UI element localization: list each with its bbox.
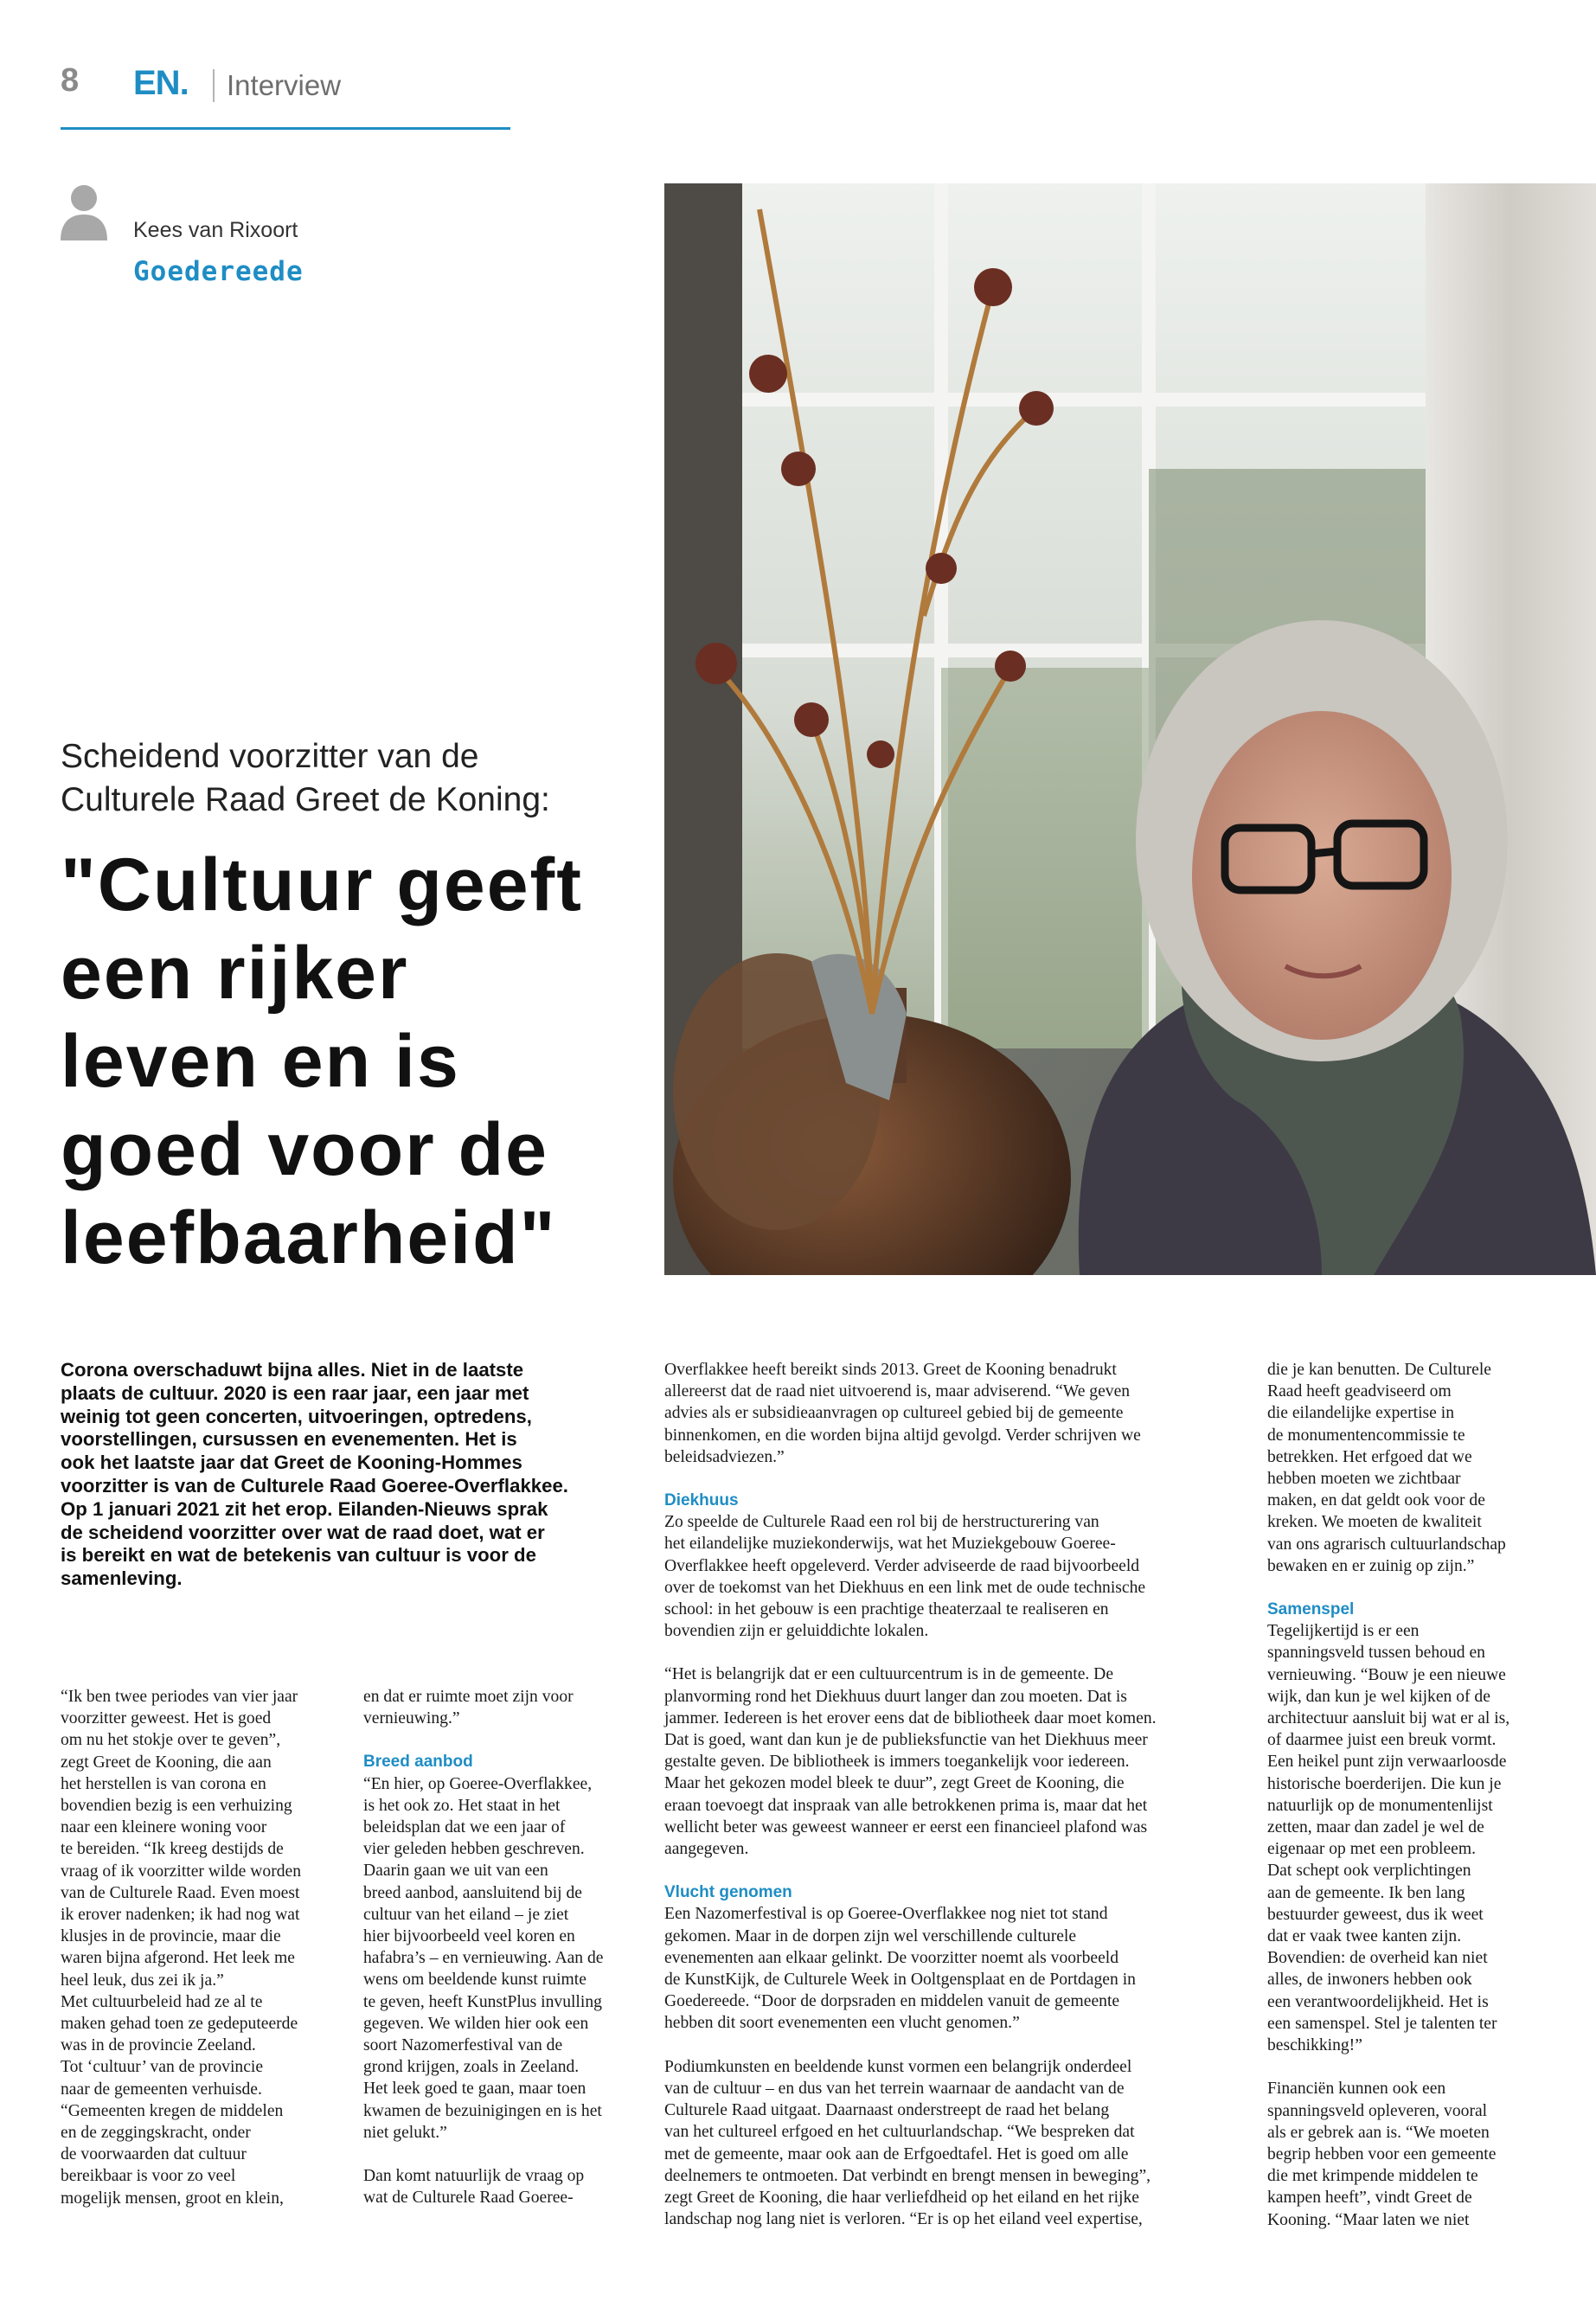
text-line: van de Culturele Raad. Even moest xyxy=(61,1883,300,1902)
text-line: bovendien zijn er geluiddichte lokalen. xyxy=(664,1622,929,1641)
text-line: Raad heeft geadviseerd om xyxy=(1267,1382,1452,1401)
text-line: soort Nazomerfestival van de xyxy=(363,2036,563,2055)
portrait-photo xyxy=(664,183,1596,1275)
paragraph-gap xyxy=(664,2035,1227,2056)
text-line: historische boerderijen. Die kun je xyxy=(1267,1774,1502,1793)
column-4-intro xyxy=(1267,1359,1553,1577)
headline-line: leefbaarheid" xyxy=(61,1196,557,1279)
text-line: klusjes in de provincie, maar die xyxy=(61,1927,281,1946)
paragraph-gap xyxy=(664,1860,1227,1881)
text-line: vier geleden hebben geschreven. xyxy=(363,1840,585,1859)
body-column-1 xyxy=(61,1686,346,2209)
text-line: te geven, heeft KunstPlus invulling xyxy=(363,1992,602,2011)
paragraph-gap xyxy=(664,1642,1227,1663)
text-line: vernieuwing.” xyxy=(363,1709,460,1728)
column-3-diekhuus xyxy=(664,1511,1227,1642)
text-line: Kooning. “Maar laten we niet xyxy=(1267,2210,1470,2229)
text-line: zetten, maar dan zadel je wel de xyxy=(1267,1818,1484,1837)
lead-line: is bereikt en wat de betekenis van cultuur is voor de xyxy=(61,1544,536,1567)
publication-logo: EN. xyxy=(133,64,189,102)
text-line: de voorwaarden dat cultuur xyxy=(61,2145,247,2164)
text-line: zegt Greet de Kooning, die haar verliefdheid op het eiland en het rijke xyxy=(664,2188,1139,2207)
text-line: maken, en dat geldt ook voor de xyxy=(1267,1491,1485,1510)
lead-line: Corona overschaduwt bijna alles. Niet in de laatste xyxy=(61,1359,524,1381)
text-line: over de toekomst van het Diekhuus en een link met de oude technische xyxy=(664,1578,1146,1597)
text-line: breed aanbod, aansluitend bij de xyxy=(363,1883,582,1902)
text-line: bestuurder geweest, dus ik weet xyxy=(1267,1905,1484,1924)
lead-line: plaats de cultuur. 2020 is een raar jaar, een jaar met xyxy=(61,1381,529,1404)
text-line: eraan toevoegt dat inspraak van alle betrokkenen prima is, maar dat het xyxy=(664,1796,1148,1815)
subheading-breed-aanbod: Breed aanbod xyxy=(363,1753,473,1772)
text-line: Goedereede. “Door de dorpsraden en middelen vanuit de gemeente xyxy=(664,1992,1120,2011)
text-line: Bovendien: de overheid kan niet xyxy=(1267,1949,1488,1968)
text-line: was in de provincie Zeeland. xyxy=(61,2036,256,2055)
author-name: Kees van Rixoort xyxy=(133,218,298,242)
text-line: spanningsveld tussen behoud en xyxy=(1267,1644,1485,1663)
text-line: naar de gemeenten verhuisde. xyxy=(61,2080,262,2099)
text-line: Culturele Raad uitgaat. Daarnaast onderstreept de raad het belang xyxy=(664,2101,1110,2120)
text-line: Dat is goed, want dan kun je de publieksfunctie van het Diekhuus meer xyxy=(664,1731,1148,1750)
text-line: het eilandelijke muziekonderwijs, wat het Muziekgebouw Goeree- xyxy=(664,1535,1116,1554)
text-line: zegt Greet de Kooning, die aan xyxy=(61,1753,272,1772)
subtitle-line: Culturele Raad Greet de Koning: xyxy=(61,781,550,818)
text-line: Een heikel punt zijn verwaarloosde xyxy=(1267,1753,1507,1772)
text-line: allereerst dat de raad niet uitvoerend is, maar adviserend. “We geven xyxy=(664,1382,1131,1401)
text-line: gegeven. We wilden hier ook een xyxy=(363,2014,589,2033)
text-line: gestalte geven. De bibliotheek is immers toegankelijk voor iedereen. xyxy=(664,1753,1130,1772)
text-line: “Gemeenten kregen de middelen xyxy=(61,2101,284,2120)
body-column-4 xyxy=(1267,1359,1553,2231)
article-subtitle xyxy=(61,735,623,822)
text-line: Zo speelde de Culturele Raad een rol bij de herstructurering van xyxy=(664,1513,1099,1532)
text-line: vernieuwing. “Bouw je een nieuwe xyxy=(1267,1665,1506,1684)
text-line: Dan komt natuurlijk de vraag op xyxy=(363,2167,585,2186)
text-line: van de cultuur – en dus van het terrein waarnaar de aandacht van de xyxy=(664,2079,1125,2098)
text-line: die je kan benutten. De Culturele xyxy=(1267,1361,1491,1379)
text-line: om nu het stokje over te geven”, xyxy=(61,1731,281,1750)
page-number: 8 xyxy=(61,62,80,99)
paragraph-gap xyxy=(363,1729,649,1751)
text-line: Tegelijkertijd is er een xyxy=(1267,1622,1420,1641)
text-line: hebben dit soort evenementen een vlucht genomen.” xyxy=(664,2014,1020,2033)
text-line: kreken. We moeten de kwaliteit xyxy=(1267,1513,1482,1532)
text-line: ik erover nadenken; ik had nog wat xyxy=(61,1906,300,1925)
column-2-outro xyxy=(363,2165,649,2208)
paragraph-gap xyxy=(1267,1577,1553,1599)
text-line: bereikbaar is voor zo veel xyxy=(61,2167,236,2186)
text-line: en dat er ruimte moet zijn voor xyxy=(363,1688,574,1706)
text-line: waren bijna afgerond. Het leek me xyxy=(61,1949,295,1968)
subheading-samenspel: Samenspel xyxy=(1267,1600,1355,1619)
text-line: grond krijgen, zoals in Zeeland. xyxy=(363,2058,580,2077)
text-line: planvorming rond het Diekhuus duurt langer dan zou moeten. Dat is xyxy=(664,1687,1127,1706)
headline-line: leven en is xyxy=(61,1020,460,1103)
text-line: en de zeggingskracht, onder xyxy=(61,2124,251,2143)
text-line: architectuur aansluit bij wat er al is, xyxy=(1267,1709,1510,1728)
text-line: gekomen. Maar in de dorpen zijn wel verschillende culturele xyxy=(664,1926,1077,1945)
headline-line: "Cultuur geeft xyxy=(61,843,583,926)
text-line: hafabra’s – en vernieuwing. Aan de xyxy=(363,1949,604,1968)
subheading-vlucht-genomen: Vlucht genomen xyxy=(664,1883,792,1902)
text-line: Podiumkunsten en beeldende kunst vormen een belangrijk onderdeel xyxy=(664,2057,1132,2076)
column-3-cultuurcentrum xyxy=(664,1663,1227,1860)
text-line: betrekken. Het erfgoed dat we xyxy=(1267,1447,1472,1466)
article-headline xyxy=(61,841,657,1282)
text-line: spanningsveld opleveren, vooral xyxy=(1267,2101,1488,2120)
lead-line: Op 1 januari 2021 zit het erop. Eilanden-Nieuws sprak xyxy=(61,1497,548,1520)
text-line: hier bijvoorbeeld veel koren en xyxy=(363,1927,575,1946)
text-line: eigenaar op met een probleem. xyxy=(1267,1840,1476,1859)
lead-line: weinig tot geen concerten, uitvoeringen, optredens, xyxy=(61,1405,532,1427)
header-separator xyxy=(213,69,215,102)
text-line: te bereiden. “Ik kreeg destijds de xyxy=(61,1840,284,1859)
text-line: is het ook zo. Het staat in het xyxy=(363,1796,561,1815)
text-line: school: in het gebouw is een prachtige theaterzaal te realiseren en xyxy=(664,1600,1109,1619)
text-line: aan de gemeente. Ik ben lang xyxy=(1267,1883,1465,1902)
column-2-intro xyxy=(363,1686,649,1729)
text-line: natuurlijk op de monumentenlijst xyxy=(1267,1796,1493,1815)
text-line: heel leuk, dus zei ik ja.” xyxy=(61,1971,224,1990)
body-column-2 xyxy=(363,1686,649,2208)
column-4-samenspel xyxy=(1267,1620,1553,2056)
person-silhouette-icon xyxy=(59,182,109,240)
text-line: kampen heeft”, vindt Greet de xyxy=(1267,2189,1472,2208)
column-3-vlucht xyxy=(664,1903,1227,2034)
text-line: mogelijk mensen, groot en klein, xyxy=(61,2189,284,2208)
text-line: het herstellen is van corona en xyxy=(61,1774,266,1793)
headline-line: een rijker xyxy=(61,932,409,1015)
paragraph-gap xyxy=(1267,2056,1553,2078)
lead-line: ook het laatste jaar dat Greet de Kooning-Hommes xyxy=(61,1452,522,1474)
text-line: Het leek goed te gaan, maar toen xyxy=(363,2080,586,2099)
text-line: wellicht beter was geweest wanneer er eerst een financieel plafond was xyxy=(664,1817,1148,1836)
text-line: dat er vaak twee kanten zijn. xyxy=(1267,1927,1462,1946)
text-line: de KunstKijk, de Culturele Week in Ooltgensplaat en de Portdagen in xyxy=(664,1971,1136,1990)
text-line: maken gehad toen ze gedeputeerde xyxy=(61,2015,298,2034)
text-line: Overflakkee heeft bereikt sinds 2013. Greet de Kooning benadrukt xyxy=(664,1361,1117,1379)
text-line: “En hier, op Goeree-Overflakkee, xyxy=(363,1774,593,1793)
text-line: een samenspel. Stel je talenten ter xyxy=(1267,2014,1497,2033)
text-line: advies als er subsidieaanvragen op cultureel gebied bij de gemeente xyxy=(664,1404,1124,1423)
text-line: voorzitter geweest. Het is goed xyxy=(61,1709,272,1728)
text-line: wat de Culturele Raad Goeree- xyxy=(363,2189,574,2208)
text-line: kwamen de bezuinigingen en is het xyxy=(363,2101,602,2120)
headline-line: goed voor de xyxy=(61,1108,548,1191)
text-line: van ons agrarisch cultuurlandschap xyxy=(1267,1535,1506,1554)
text-line: begrip hebben voor een gemeente xyxy=(1267,2144,1497,2163)
text-line: die eilandelijke expertise in xyxy=(1267,1404,1454,1423)
text-line: die met krimpende middelen te xyxy=(1267,2167,1478,2186)
lead-line: samenleving. xyxy=(61,1567,183,1590)
text-line: Overflakkee heeft opgeleverd. Verder adviseerde de raad bijvoorbeeld xyxy=(664,1556,1140,1575)
text-line: jammer. Iedereen is het erover eens dat de bibliotheek daar moet komen. xyxy=(664,1708,1157,1727)
text-line: landschap nog lang niet is verloren. “Er is op het eiland veel expertise, xyxy=(664,2210,1143,2229)
text-line: beleidsadviezen.” xyxy=(664,1447,785,1466)
text-line: alles, de inwoners hebben ook xyxy=(1267,1971,1472,1990)
text-line: een verantwoordelijkheid. Het is xyxy=(1267,1992,1489,2011)
text-line: binnenkomen, en die worden bijna altijd gevolgd. Verder schrijven we xyxy=(664,1426,1141,1445)
paragraph-gap xyxy=(363,2144,649,2165)
text-line: Daarin gaan we uit van een xyxy=(363,1862,548,1881)
text-line: Tot ‘cultuur’ van de provincie xyxy=(61,2058,264,2077)
article-lead xyxy=(61,1359,647,1591)
text-line: Dat schept ook verplichtingen xyxy=(1267,1862,1471,1881)
text-line: bewaken en er zuinig op zijn.” xyxy=(1267,1556,1475,1575)
section-label: Interview xyxy=(227,69,342,101)
text-line: Maar het gekozen model bleek te duur”, zegt Greet de Kooning, die xyxy=(664,1774,1125,1793)
text-line: of daarmee juist een breuk vormt. xyxy=(1267,1731,1497,1750)
text-line: wens om beeldende kunst ruimte xyxy=(363,1971,586,1990)
lead-line: voorzitter is van de Culturele Raad Goeree-Overflakkee. xyxy=(61,1474,568,1497)
text-line: hebben moeten we zichtbaar xyxy=(1267,1470,1461,1489)
text-line: beschikking!” xyxy=(1267,2036,1362,2055)
paragraph-gap xyxy=(664,1468,1227,1490)
text-line: van het cultureel erfgoed en het cultuurlandschap. “We bespreken dat xyxy=(664,2123,1135,2142)
text-line: cultuur van het eiland – je ziet xyxy=(363,1905,569,1924)
text-line: bovendien bezig is een verhuizing xyxy=(61,1797,292,1816)
text-line: vraag of ik voorzitter wilde worden xyxy=(61,1862,302,1881)
column-2-body xyxy=(363,1773,649,2144)
column-3-intro xyxy=(664,1359,1227,1468)
text-line: niet gelukt.” xyxy=(363,2123,447,2142)
text-line: evenementen aan elkaar gelinkt. De voorzitter noemt als voorbeeld xyxy=(664,1948,1119,1967)
text-line: Financiën kunnen ook een xyxy=(1267,2080,1446,2099)
lead-line: voorstellingen, cursussen en evenementen. Het is xyxy=(61,1428,517,1451)
text-line: naar een kleinere woning voor xyxy=(61,1818,267,1837)
text-line: als er gebrek aan is. “We moeten xyxy=(1267,2123,1490,2142)
column-3-podiumkunsten xyxy=(664,2056,1227,2231)
text-line: Met cultuurbeleid had ze al te xyxy=(61,1992,263,2011)
dateline-place: Goedereede xyxy=(133,256,304,287)
text-line: wijk, dan kun je wel kijken of de xyxy=(1267,1687,1490,1706)
subheading-diekhuus: Diekhuus xyxy=(664,1491,739,1510)
text-line: met de gemeente, maar ook aan de Erfgoedtafel. Het is goed om alle xyxy=(664,2144,1129,2163)
lead-line: de scheidend voorzitter over wat de raad doet, wat er xyxy=(61,1521,545,1543)
text-line: de monumentencommissie te xyxy=(1267,1426,1465,1445)
text-line: Een Nazomerfestival is op Goeree-Overflakkee nog niet tot stand xyxy=(664,1905,1108,1924)
text-line: aangegeven. xyxy=(664,1840,749,1859)
text-line: deelnemers te ontmoeten. Dat verbindt en brengt mensen in beweging”, xyxy=(664,2166,1151,2185)
subtitle-line: Scheidend voorzitter van de xyxy=(61,738,479,775)
body-column-3 xyxy=(664,1359,1227,2230)
column-4-financien xyxy=(1267,2078,1553,2230)
text-line: “Het is belangrijk dat er een cultuurcentrum is in de gemeente. De xyxy=(664,1665,1114,1684)
text-line: beleidsplan dat we een jaar of xyxy=(363,1818,566,1837)
header-rule xyxy=(61,127,510,130)
portrait-photo-illustration xyxy=(664,183,1596,1275)
text-line: “Ik ben twee periodes van vier jaar xyxy=(61,1688,298,1706)
